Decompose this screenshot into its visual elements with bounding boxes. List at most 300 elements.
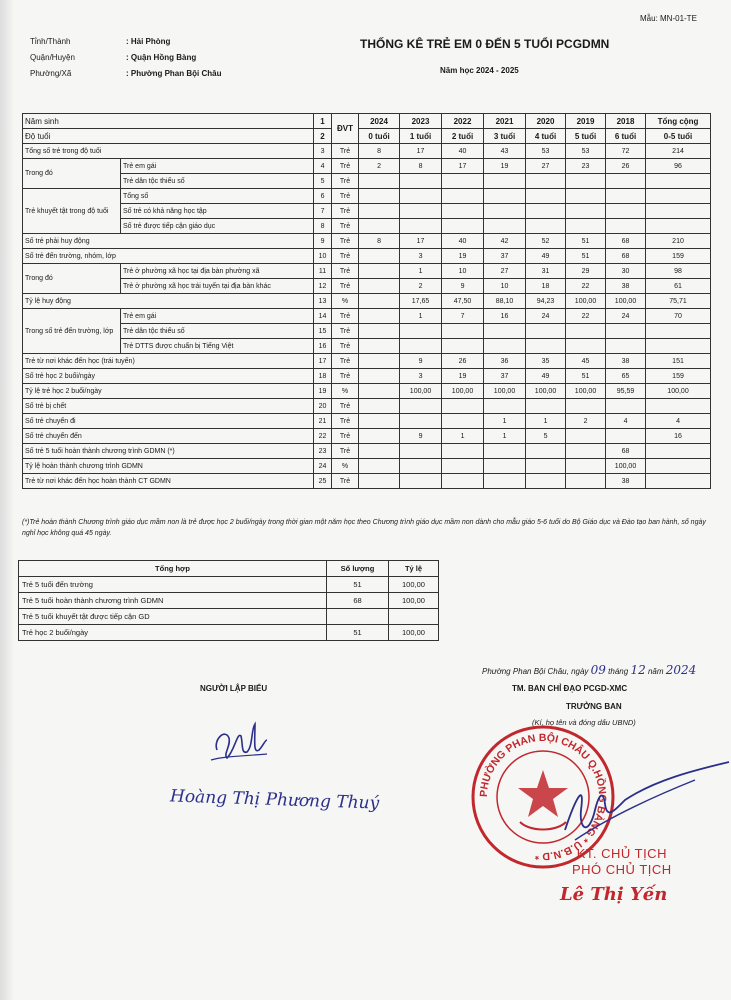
year-header: 2023 (400, 114, 442, 129)
value-cell: 16 (646, 429, 711, 444)
value-cell (646, 174, 711, 189)
year-header: 2024 (359, 114, 400, 129)
district-label: Quận/Huyện (30, 53, 75, 62)
row-label: Tỷ lệ huy động (23, 294, 314, 309)
value-cell: 100,00 (442, 384, 484, 399)
value-cell: 51 (566, 249, 606, 264)
value-cell (526, 339, 566, 354)
value-cell: 4 (606, 414, 646, 429)
value-cell: 159 (646, 369, 711, 384)
row-number: 8 (314, 219, 332, 234)
age-header: 0 tuổi (359, 129, 400, 144)
value-cell: 3 (400, 369, 442, 384)
value-cell: 29 (566, 264, 606, 279)
value-cell (484, 189, 526, 204)
summary-label: Trẻ 5 tuổi đến trường (19, 577, 327, 593)
table-row (23, 189, 711, 204)
value-cell: 100,00 (566, 294, 606, 309)
value-cell: 22 (566, 309, 606, 324)
row-unit: Trẻ (332, 309, 359, 324)
value-cell (606, 219, 646, 234)
table-row (23, 459, 711, 474)
value-cell (359, 474, 400, 489)
value-cell: 210 (646, 234, 711, 249)
province-label: Tỉnh/Thành (30, 37, 71, 46)
paper-shadow (0, 0, 14, 1000)
summary-qty (327, 609, 389, 625)
value-cell: 100,00 (400, 384, 442, 399)
value-cell: 94,23 (526, 294, 566, 309)
year-header: 2022 (442, 114, 484, 129)
row-unit: Trẻ (332, 399, 359, 414)
row-label: Trẻ từ nơi khác đến học (trái tuyến) (23, 354, 314, 369)
table-row (23, 159, 711, 174)
value-cell: 9 (442, 279, 484, 294)
value-cell: 100,00 (646, 384, 711, 399)
table-row (23, 429, 711, 444)
value-cell: 61 (646, 279, 711, 294)
value-cell: 100,00 (566, 384, 606, 399)
row-label: Số trẻ chuyển đến (23, 429, 314, 444)
table-row (23, 249, 711, 264)
date-line (482, 663, 696, 677)
ward-row (30, 69, 222, 78)
value-cell (484, 174, 526, 189)
table-row (23, 474, 711, 489)
official-signature (545, 740, 731, 860)
row-number: 10 (314, 249, 332, 264)
footnote: (*)Trẻ hoàn thành Chương trình giáo dục mầm non là trẻ được học 2 buổi/ngày trong thời gian một năm học theo Chương trình giáo dục mầm non dành cho mẫu giáo 5-6 tuổi do Bộ Giáo dục và Đào tạo ban hành, số ngày nghỉ học không quá 45 ngày. (22, 519, 706, 537)
row-label: Trẻ ở phường xã học trái tuyến tại địa bàn khác (121, 279, 314, 294)
table-row (23, 444, 711, 459)
value-cell (400, 414, 442, 429)
row-unit: Trẻ (332, 144, 359, 159)
value-cell: 31 (526, 264, 566, 279)
value-cell (359, 399, 400, 414)
value-cell: 18 (526, 279, 566, 294)
table-row (23, 279, 711, 294)
value-cell (566, 189, 606, 204)
row-number: 3 (314, 144, 332, 159)
value-cell (359, 444, 400, 459)
value-cell: 19 (442, 249, 484, 264)
value-cell (484, 204, 526, 219)
table-row (23, 219, 711, 234)
group-label: Trong đó (23, 264, 121, 294)
table-row (23, 339, 711, 354)
row-label: Trẻ em gái (121, 159, 314, 174)
row-label: Trẻ ở phường xã học tại địa bàn phường xã (121, 264, 314, 279)
row-number: 6 (314, 189, 332, 204)
value-cell: 1 (484, 414, 526, 429)
value-cell: 88,10 (484, 294, 526, 309)
value-cell (526, 399, 566, 414)
year-label: năm (647, 667, 664, 676)
value-cell (606, 324, 646, 339)
row-number: 12 (314, 279, 332, 294)
row-unit: Trẻ (332, 369, 359, 384)
value-cell (606, 204, 646, 219)
value-cell (484, 459, 526, 474)
age-header: 5 tuổi (566, 129, 606, 144)
table-row (23, 114, 711, 129)
value-cell (359, 414, 400, 429)
value-cell (484, 339, 526, 354)
summary-header: Tỷ lệ (389, 561, 439, 577)
age-header: 6 tuổi (606, 129, 646, 144)
value-cell: 9 (400, 354, 442, 369)
value-cell: 4 (646, 414, 711, 429)
value-cell: 159 (646, 249, 711, 264)
row-unit: % (332, 384, 359, 399)
unit-header: ĐVT (332, 114, 359, 144)
value-cell (442, 474, 484, 489)
value-cell: 72 (606, 144, 646, 159)
preparer-title: NGƯỜI LẬP BIỂU (200, 684, 268, 693)
value-cell: 17 (442, 159, 484, 174)
value-cell: 23 (566, 159, 606, 174)
province-value: : Hải Phòng (126, 37, 171, 46)
row-number: 7 (314, 204, 332, 219)
value-cell: 9 (400, 429, 442, 444)
value-cell: 100,00 (606, 294, 646, 309)
age-header: 1 tuổi (400, 129, 442, 144)
row-number: 11 (314, 264, 332, 279)
signer-name: Lê Thị Yến (560, 884, 668, 905)
value-cell: 100,00 (606, 459, 646, 474)
value-cell: 27 (484, 264, 526, 279)
table-row (23, 144, 711, 159)
summary-table (18, 560, 439, 641)
table-row (23, 369, 711, 384)
row-label: Số trẻ được tiếp cận giáo dục (121, 219, 314, 234)
value-cell: 96 (646, 159, 711, 174)
table-row (23, 264, 711, 279)
summary-header: Tổng hợp (19, 561, 327, 577)
stamp-text: PHƯỜNG PHAN BỘI CHÂU Q.HỒNG BÀNG * U.B.N.D * (477, 731, 609, 863)
row-label: Tỷ lệ hoàn thành chương trình GDMN (23, 459, 314, 474)
value-cell: 100,00 (484, 384, 526, 399)
value-cell: 26 (442, 354, 484, 369)
preparer-name: Hoàng Thị Phương Thuý (169, 786, 380, 814)
value-cell: 35 (526, 354, 566, 369)
table-row (23, 129, 711, 144)
row-label: Tổng số (121, 189, 314, 204)
province-row (30, 37, 171, 46)
value-cell (646, 444, 711, 459)
value-cell: 49 (526, 249, 566, 264)
value-cell (566, 399, 606, 414)
table-row (23, 354, 711, 369)
row-label: Trẻ dân tộc thiểu số (121, 324, 314, 339)
value-cell (400, 204, 442, 219)
value-cell: 27 (526, 159, 566, 174)
value-cell (566, 339, 606, 354)
age-header: 0-5 tuổi (646, 129, 711, 144)
value-cell (359, 459, 400, 474)
value-cell: 24 (526, 309, 566, 324)
vice-chairman: PHÓ CHỦ TỊCH (572, 862, 672, 877)
summary-label: Trẻ 5 tuổi hoàn thành chương trình GDMN (19, 593, 327, 609)
value-cell (484, 324, 526, 339)
row-unit: Trẻ (332, 174, 359, 189)
document-title: THỐNG KÊ TRẺ EM 0 ĐẾN 5 TUỔI PCGDMN (360, 37, 610, 51)
row-number: 14 (314, 309, 332, 324)
row-unit: Trẻ (332, 279, 359, 294)
vice-chair-block (572, 846, 672, 878)
value-cell (359, 249, 400, 264)
table-row (23, 399, 711, 414)
value-cell (484, 219, 526, 234)
value-cell (442, 414, 484, 429)
value-cell (442, 444, 484, 459)
row-unit: Trẻ (332, 444, 359, 459)
value-cell: 68 (606, 444, 646, 459)
row-number: 16 (314, 339, 332, 354)
value-cell: 3 (400, 249, 442, 264)
row-label: Tổng số trẻ trong độ tuổi (23, 144, 314, 159)
row-unit: Trẻ (332, 354, 359, 369)
table-row (23, 324, 711, 339)
value-cell (526, 444, 566, 459)
value-cell (359, 204, 400, 219)
district-row (30, 53, 197, 62)
value-cell: 19 (484, 159, 526, 174)
value-cell (646, 189, 711, 204)
value-cell: 95,59 (606, 384, 646, 399)
row-label: Trẻ từ nơi khác đến học hoàn thành CT GDMN (23, 474, 314, 489)
value-cell (606, 189, 646, 204)
row-number: 19 (314, 384, 332, 399)
summary-rate (389, 609, 439, 625)
value-cell: 68 (606, 249, 646, 264)
value-cell (606, 429, 646, 444)
statistics-table (22, 113, 711, 489)
value-cell: 7 (442, 309, 484, 324)
value-cell (442, 459, 484, 474)
value-cell (359, 369, 400, 384)
value-cell (400, 459, 442, 474)
value-cell (526, 474, 566, 489)
value-cell: 8 (400, 159, 442, 174)
row-unit: Trẻ (332, 324, 359, 339)
row-number: 15 (314, 324, 332, 339)
value-cell: 53 (566, 144, 606, 159)
value-cell: 43 (484, 144, 526, 159)
value-cell: 17 (400, 234, 442, 249)
value-cell: 38 (606, 474, 646, 489)
row-number: 24 (314, 459, 332, 474)
value-cell (484, 474, 526, 489)
row-number: 5 (314, 174, 332, 189)
value-cell: 17 (400, 144, 442, 159)
value-cell (442, 399, 484, 414)
summary-row (19, 577, 439, 593)
table-row (23, 204, 711, 219)
value-cell: 10 (442, 264, 484, 279)
row-label: Số trẻ học 2 buổi/ngày (23, 369, 314, 384)
value-cell: 37 (484, 369, 526, 384)
value-cell: 47,50 (442, 294, 484, 309)
table-row (23, 414, 711, 429)
value-cell (526, 219, 566, 234)
row-unit: % (332, 459, 359, 474)
row-label: Số trẻ bị chết (23, 399, 314, 414)
row-unit: Trẻ (332, 189, 359, 204)
value-cell (566, 474, 606, 489)
date-year: 2024 (665, 663, 697, 677)
value-cell (566, 204, 606, 219)
value-cell: 16 (484, 309, 526, 324)
age-header: 4 tuổi (526, 129, 566, 144)
row-label: Số trẻ chuyển đi (23, 414, 314, 429)
table-row (23, 174, 711, 189)
form-code: Mẫu: MN-01-TE (640, 14, 697, 23)
value-cell: 1 (442, 429, 484, 444)
kt-chairman: KT. CHỦ TỊCH (576, 846, 667, 861)
row-label: Số trẻ đến trường, nhóm, lớp (23, 249, 314, 264)
value-cell (359, 309, 400, 324)
year-header: Tổng cộng (646, 114, 711, 129)
row-number: 18 (314, 369, 332, 384)
row-label: Số trẻ phải huy động (23, 234, 314, 249)
row-number: 25 (314, 474, 332, 489)
table-row (23, 234, 711, 249)
row-number: 17 (314, 354, 332, 369)
year-header: 2019 (566, 114, 606, 129)
value-cell (646, 399, 711, 414)
preparer-signature (205, 710, 275, 770)
summary-rate: 100,00 (389, 625, 439, 641)
value-cell (400, 174, 442, 189)
value-cell (359, 219, 400, 234)
value-cell: 37 (484, 249, 526, 264)
value-cell: 75,71 (646, 294, 711, 309)
value-cell: 68 (606, 234, 646, 249)
value-cell: 52 (526, 234, 566, 249)
value-cell (400, 219, 442, 234)
value-cell: 45 (566, 354, 606, 369)
row-label: Độ tuổi (23, 129, 314, 144)
value-cell (646, 204, 711, 219)
value-cell (400, 399, 442, 414)
value-cell (442, 219, 484, 234)
table-row (23, 294, 711, 309)
date-day: 09 (590, 663, 606, 677)
row-number: 1 (314, 114, 332, 129)
value-cell: 42 (484, 234, 526, 249)
group-label: Trong số trẻ đến trường, lớp (23, 309, 121, 354)
value-cell (606, 174, 646, 189)
value-cell: 1 (400, 264, 442, 279)
row-number: 4 (314, 159, 332, 174)
summary-row (19, 625, 439, 641)
row-unit: % (332, 294, 359, 309)
value-cell (442, 189, 484, 204)
school-year: Năm học 2024 - 2025 (440, 66, 519, 75)
value-cell (566, 324, 606, 339)
value-cell: 22 (566, 279, 606, 294)
value-cell (359, 294, 400, 309)
value-cell: 36 (484, 354, 526, 369)
committee-title: TM. BAN CHỈ ĐẠO PCGD-XMC (512, 684, 628, 693)
value-cell (442, 204, 484, 219)
row-unit: Trẻ (332, 429, 359, 444)
year-header: 2021 (484, 114, 526, 129)
value-cell: 38 (606, 354, 646, 369)
row-number: 9 (314, 234, 332, 249)
row-number: 2 (314, 129, 332, 144)
value-cell: 2 (400, 279, 442, 294)
value-cell: 51 (566, 369, 606, 384)
value-cell (566, 219, 606, 234)
group-label: Trẻ khuyết tật trong độ tuổi (23, 189, 121, 234)
value-cell: 100,00 (526, 384, 566, 399)
year-header: 2020 (526, 114, 566, 129)
value-cell: 8 (359, 234, 400, 249)
value-cell: 70 (646, 309, 711, 324)
value-cell (359, 279, 400, 294)
row-number: 13 (314, 294, 332, 309)
district-value: : Quận Hồng Bàng (126, 53, 197, 62)
row-unit: Trẻ (332, 474, 359, 489)
value-cell: 40 (442, 234, 484, 249)
value-cell (646, 474, 711, 489)
date-prefix: Phường Phan Bội Châu, ngày (482, 667, 589, 676)
ward-label: Phường/Xã (30, 69, 72, 78)
ward-value: : Phường Phan Bội Châu (126, 69, 222, 78)
year-header: 2018 (606, 114, 646, 129)
value-cell: 26 (606, 159, 646, 174)
row-unit: Trẻ (332, 264, 359, 279)
value-cell: 19 (442, 369, 484, 384)
value-cell (359, 384, 400, 399)
summary-label: Trẻ học 2 buổi/ngày (19, 625, 327, 641)
row-unit: Trẻ (332, 339, 359, 354)
value-cell (400, 339, 442, 354)
value-cell: 1 (400, 309, 442, 324)
age-header: 2 tuổi (442, 129, 484, 144)
value-cell (484, 399, 526, 414)
value-cell (359, 174, 400, 189)
value-cell (606, 339, 646, 354)
value-cell (442, 174, 484, 189)
value-cell: 24 (606, 309, 646, 324)
table-row (23, 384, 711, 399)
row-label: Trẻ em gái (121, 309, 314, 324)
value-cell: 5 (526, 429, 566, 444)
row-unit: Trẻ (332, 234, 359, 249)
date-month: 12 (630, 663, 646, 677)
value-cell (359, 354, 400, 369)
row-unit: Trẻ (332, 219, 359, 234)
row-number: 22 (314, 429, 332, 444)
value-cell: 51 (566, 234, 606, 249)
row-unit: Trẻ (332, 204, 359, 219)
summary-rate: 100,00 (389, 577, 439, 593)
summary-label: Trẻ 5 tuổi khuyết tật được tiếp cận GD (19, 609, 327, 625)
value-cell (442, 324, 484, 339)
value-cell (646, 339, 711, 354)
value-cell (359, 339, 400, 354)
row-unit: Trẻ (332, 159, 359, 174)
value-cell (566, 429, 606, 444)
value-cell: 17,65 (400, 294, 442, 309)
value-cell (400, 324, 442, 339)
value-cell (566, 174, 606, 189)
value-cell: 49 (526, 369, 566, 384)
summary-row (19, 609, 439, 625)
